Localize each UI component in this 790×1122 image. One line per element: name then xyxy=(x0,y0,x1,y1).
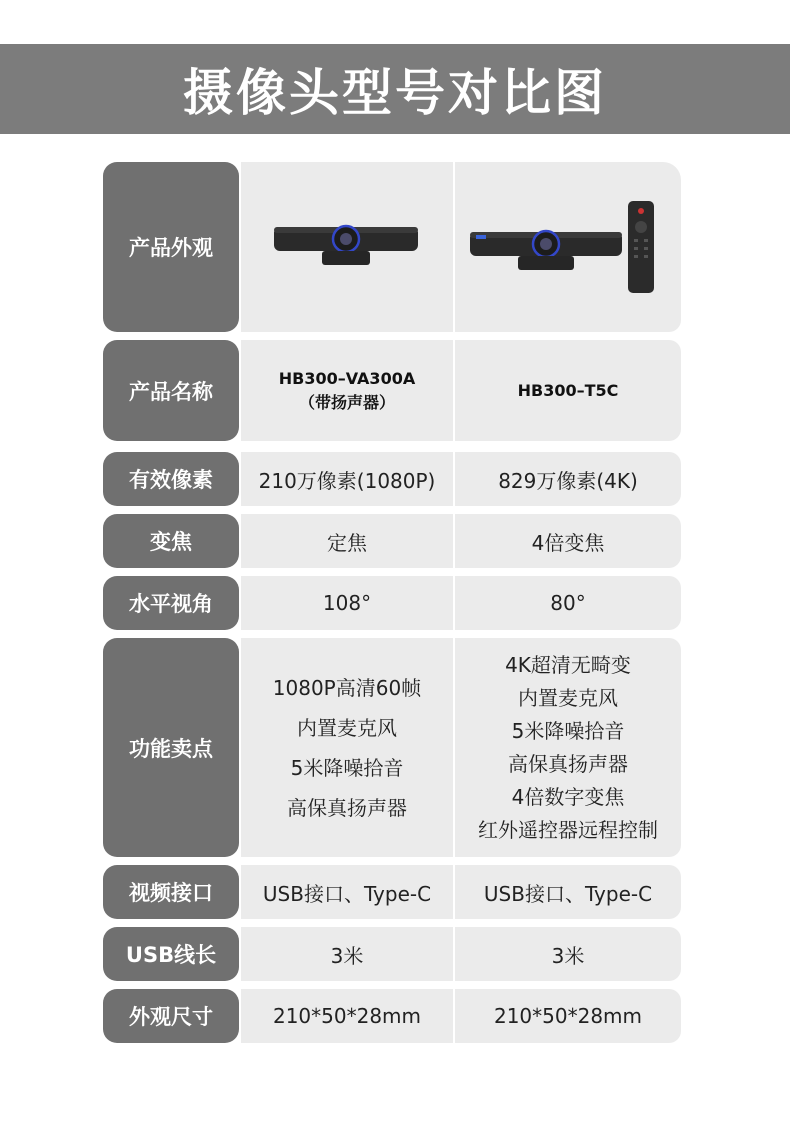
row-appearance xyxy=(103,162,681,332)
feature-item: 红外遥控器远程控制 xyxy=(478,817,658,842)
row-port xyxy=(103,865,681,919)
label-pixels: 有效像素 xyxy=(103,452,239,506)
pixels-model-1: 210万像素(1080P) xyxy=(241,452,453,506)
remote-control xyxy=(628,201,654,293)
port-model-2: USB接口、Type-C xyxy=(455,865,681,919)
name-model-1 xyxy=(241,340,453,441)
name-model-1-line2: （带扬声器） xyxy=(298,392,395,412)
feature-item: 内置麦克风 xyxy=(518,685,618,710)
cable-model-2: 3米 xyxy=(455,927,681,981)
port-model-1: USB接口、Type-C xyxy=(241,865,453,919)
label-zoom: 变焦 xyxy=(103,514,239,568)
label-port: 视频接口 xyxy=(103,865,239,919)
fov-model-2: 80° xyxy=(455,576,681,630)
camera-image-2 xyxy=(468,197,668,297)
size-model-1: 210*50*28mm xyxy=(241,989,453,1043)
camera-image-1 xyxy=(272,217,422,277)
label-name: 产品名称 xyxy=(103,340,239,441)
zoom-model-2: 4倍变焦 xyxy=(455,514,681,568)
row-pixels xyxy=(103,452,681,506)
feature-item: 1080P高清60帧 xyxy=(272,675,422,700)
appearance-model-2 xyxy=(455,162,681,332)
label-fov: 水平视角 xyxy=(103,576,239,630)
name-model-2 xyxy=(455,340,681,441)
cable-model-1: 3米 xyxy=(241,927,453,981)
label-features: 功能卖点 xyxy=(103,638,239,857)
label-appearance: 产品外观 xyxy=(103,162,239,332)
page-title: 摄像头型号对比图 xyxy=(183,64,607,122)
fov-model-1: 108° xyxy=(241,576,453,630)
row-cable xyxy=(103,927,681,981)
feature-item: 4K超清无畸变 xyxy=(505,652,631,677)
feature-item: 5米降噪拾音 xyxy=(511,718,625,743)
feature-item: 内置麦克风 xyxy=(297,715,397,740)
size-model-2: 210*50*28mm xyxy=(455,989,681,1043)
row-size xyxy=(103,989,681,1043)
feature-item: 高保真扬声器 xyxy=(287,795,407,820)
feature-item: 4倍数字变焦 xyxy=(511,784,625,809)
row-fov xyxy=(103,576,681,630)
title-banner xyxy=(0,44,790,134)
feature-item: 5米降噪拾音 xyxy=(290,755,404,780)
name-model-1-line1: HB300–VA300A xyxy=(278,368,416,388)
row-name xyxy=(103,340,681,441)
pixels-model-2: 829万像素(4K) xyxy=(455,452,681,506)
label-size: 外观尺寸 xyxy=(103,989,239,1043)
row-features xyxy=(103,638,681,857)
name-model-2-text: HB300–T5C xyxy=(517,380,619,400)
feature-item: 高保真扬声器 xyxy=(508,751,628,776)
label-cable: USB线长 xyxy=(103,927,239,981)
row-zoom xyxy=(103,514,681,568)
zoom-model-1: 定焦 xyxy=(241,514,453,568)
features-model-2 xyxy=(455,638,681,857)
appearance-model-1 xyxy=(241,162,453,332)
features-model-1 xyxy=(241,638,453,857)
